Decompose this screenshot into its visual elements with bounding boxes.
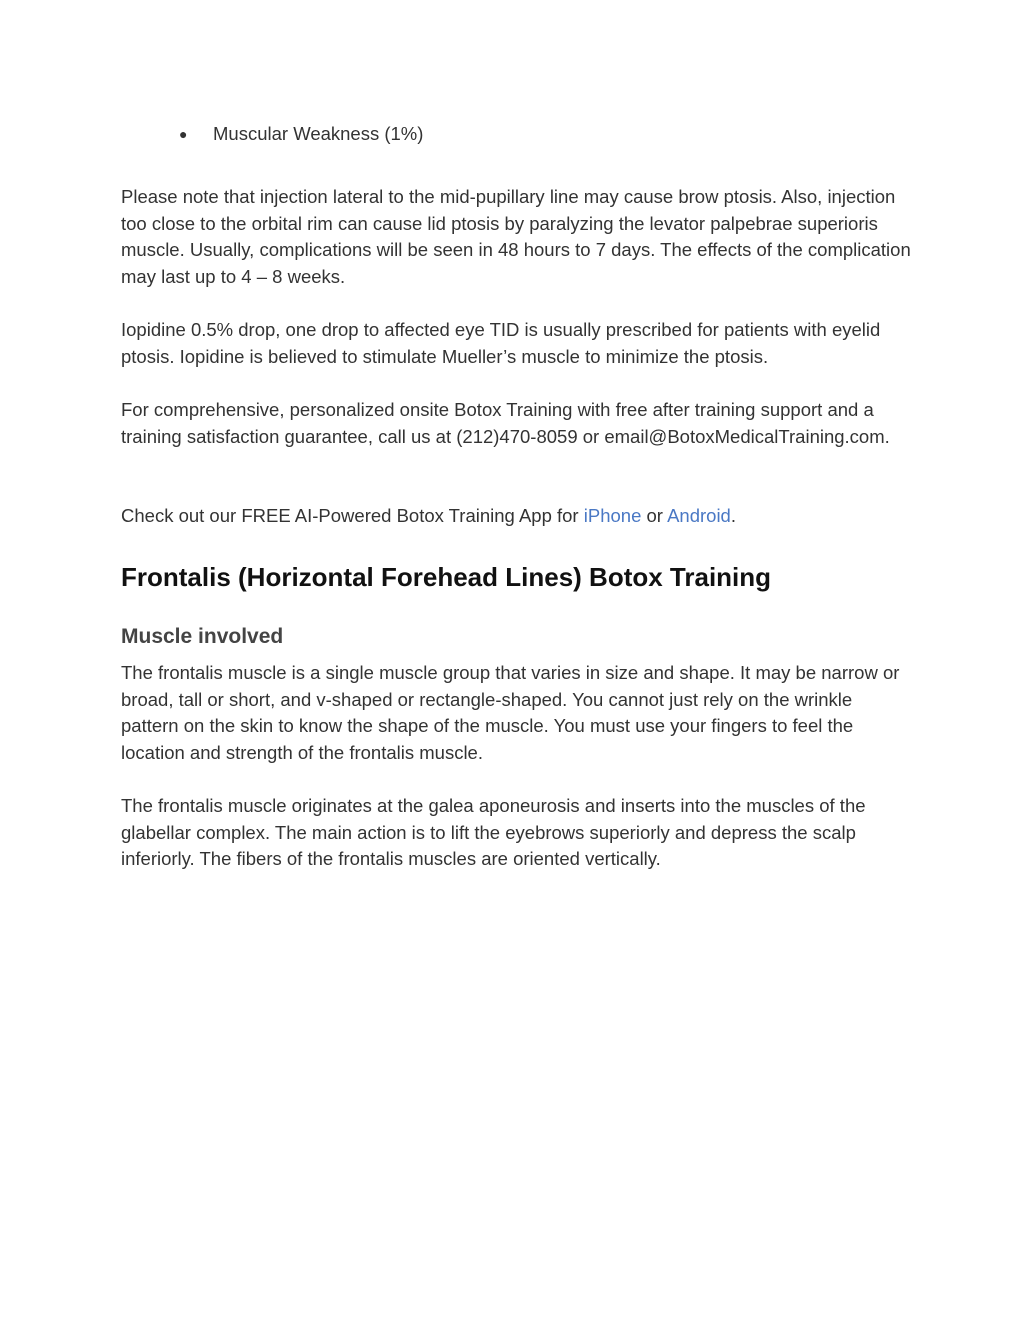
app-promo-suffix: . [730, 505, 736, 526]
ptosis-note-paragraph: Please note that injection lateral to the mid-pupillary line may cause brow ptosis. Also, injection too close to the orbital rim can cause lid ptosis by paralyzing the levator palpebrae superioris muscle. Usually, complications will be seen in 48 hours to 7 days. The effects of the complication may last up to 4 – 8 weeks. [121, 186, 911, 287]
bullet-dot-icon: ● [179, 126, 188, 142]
frontalis-anatomy-paragraph: The frontalis muscle originates at the galea aponeurosis and inserts into the muscles of the glabellar complex. The main action is to lift the eyebrows superiorly and depress the scalp inferiorly. The fibers of the frontalis muscles are oriented vertically. [121, 795, 866, 869]
section-subheading: Muscle involved [121, 625, 284, 648]
training-offer-paragraph: For comprehensive, personalized onsite Botox Training with free after training support and a training satisfaction guarantee, call us at (212)470-8059 or email@BotoxMedicalTraining.com. [121, 399, 890, 447]
app-promo-prefix: Check out our FREE AI-Powered Botox Training App for [121, 505, 584, 526]
android-app-link[interactable]: Android [667, 505, 731, 526]
app-promo-or: or [641, 505, 668, 526]
frontalis-description-paragraph: The frontalis muscle is a single muscle group that varies in size and shape. It may be narrow or broad, tall or short, and v-shaped or rectangle-shaped. You cannot just rely on the wrinkle pattern on the skin to know the shape of the muscle. You must use your fingers to feel the location and strength of the frontalis muscle. [121, 662, 900, 763]
bullet-text: Muscular Weakness (1%) [213, 123, 424, 144]
app-promo-paragraph [121, 503, 911, 530]
iphone-app-link[interactable]: iPhone [583, 505, 642, 526]
section-heading: Frontalis (Horizontal Forehead Lines) Botox Training [121, 562, 772, 592]
iopidine-paragraph: Iopidine 0.5% drop, one drop to affected eye TID is usually prescribed for patients with eyelid ptosis. Iopidine is believed to stimulate Mueller’s muscle to minimize the ptosis. [121, 319, 881, 367]
